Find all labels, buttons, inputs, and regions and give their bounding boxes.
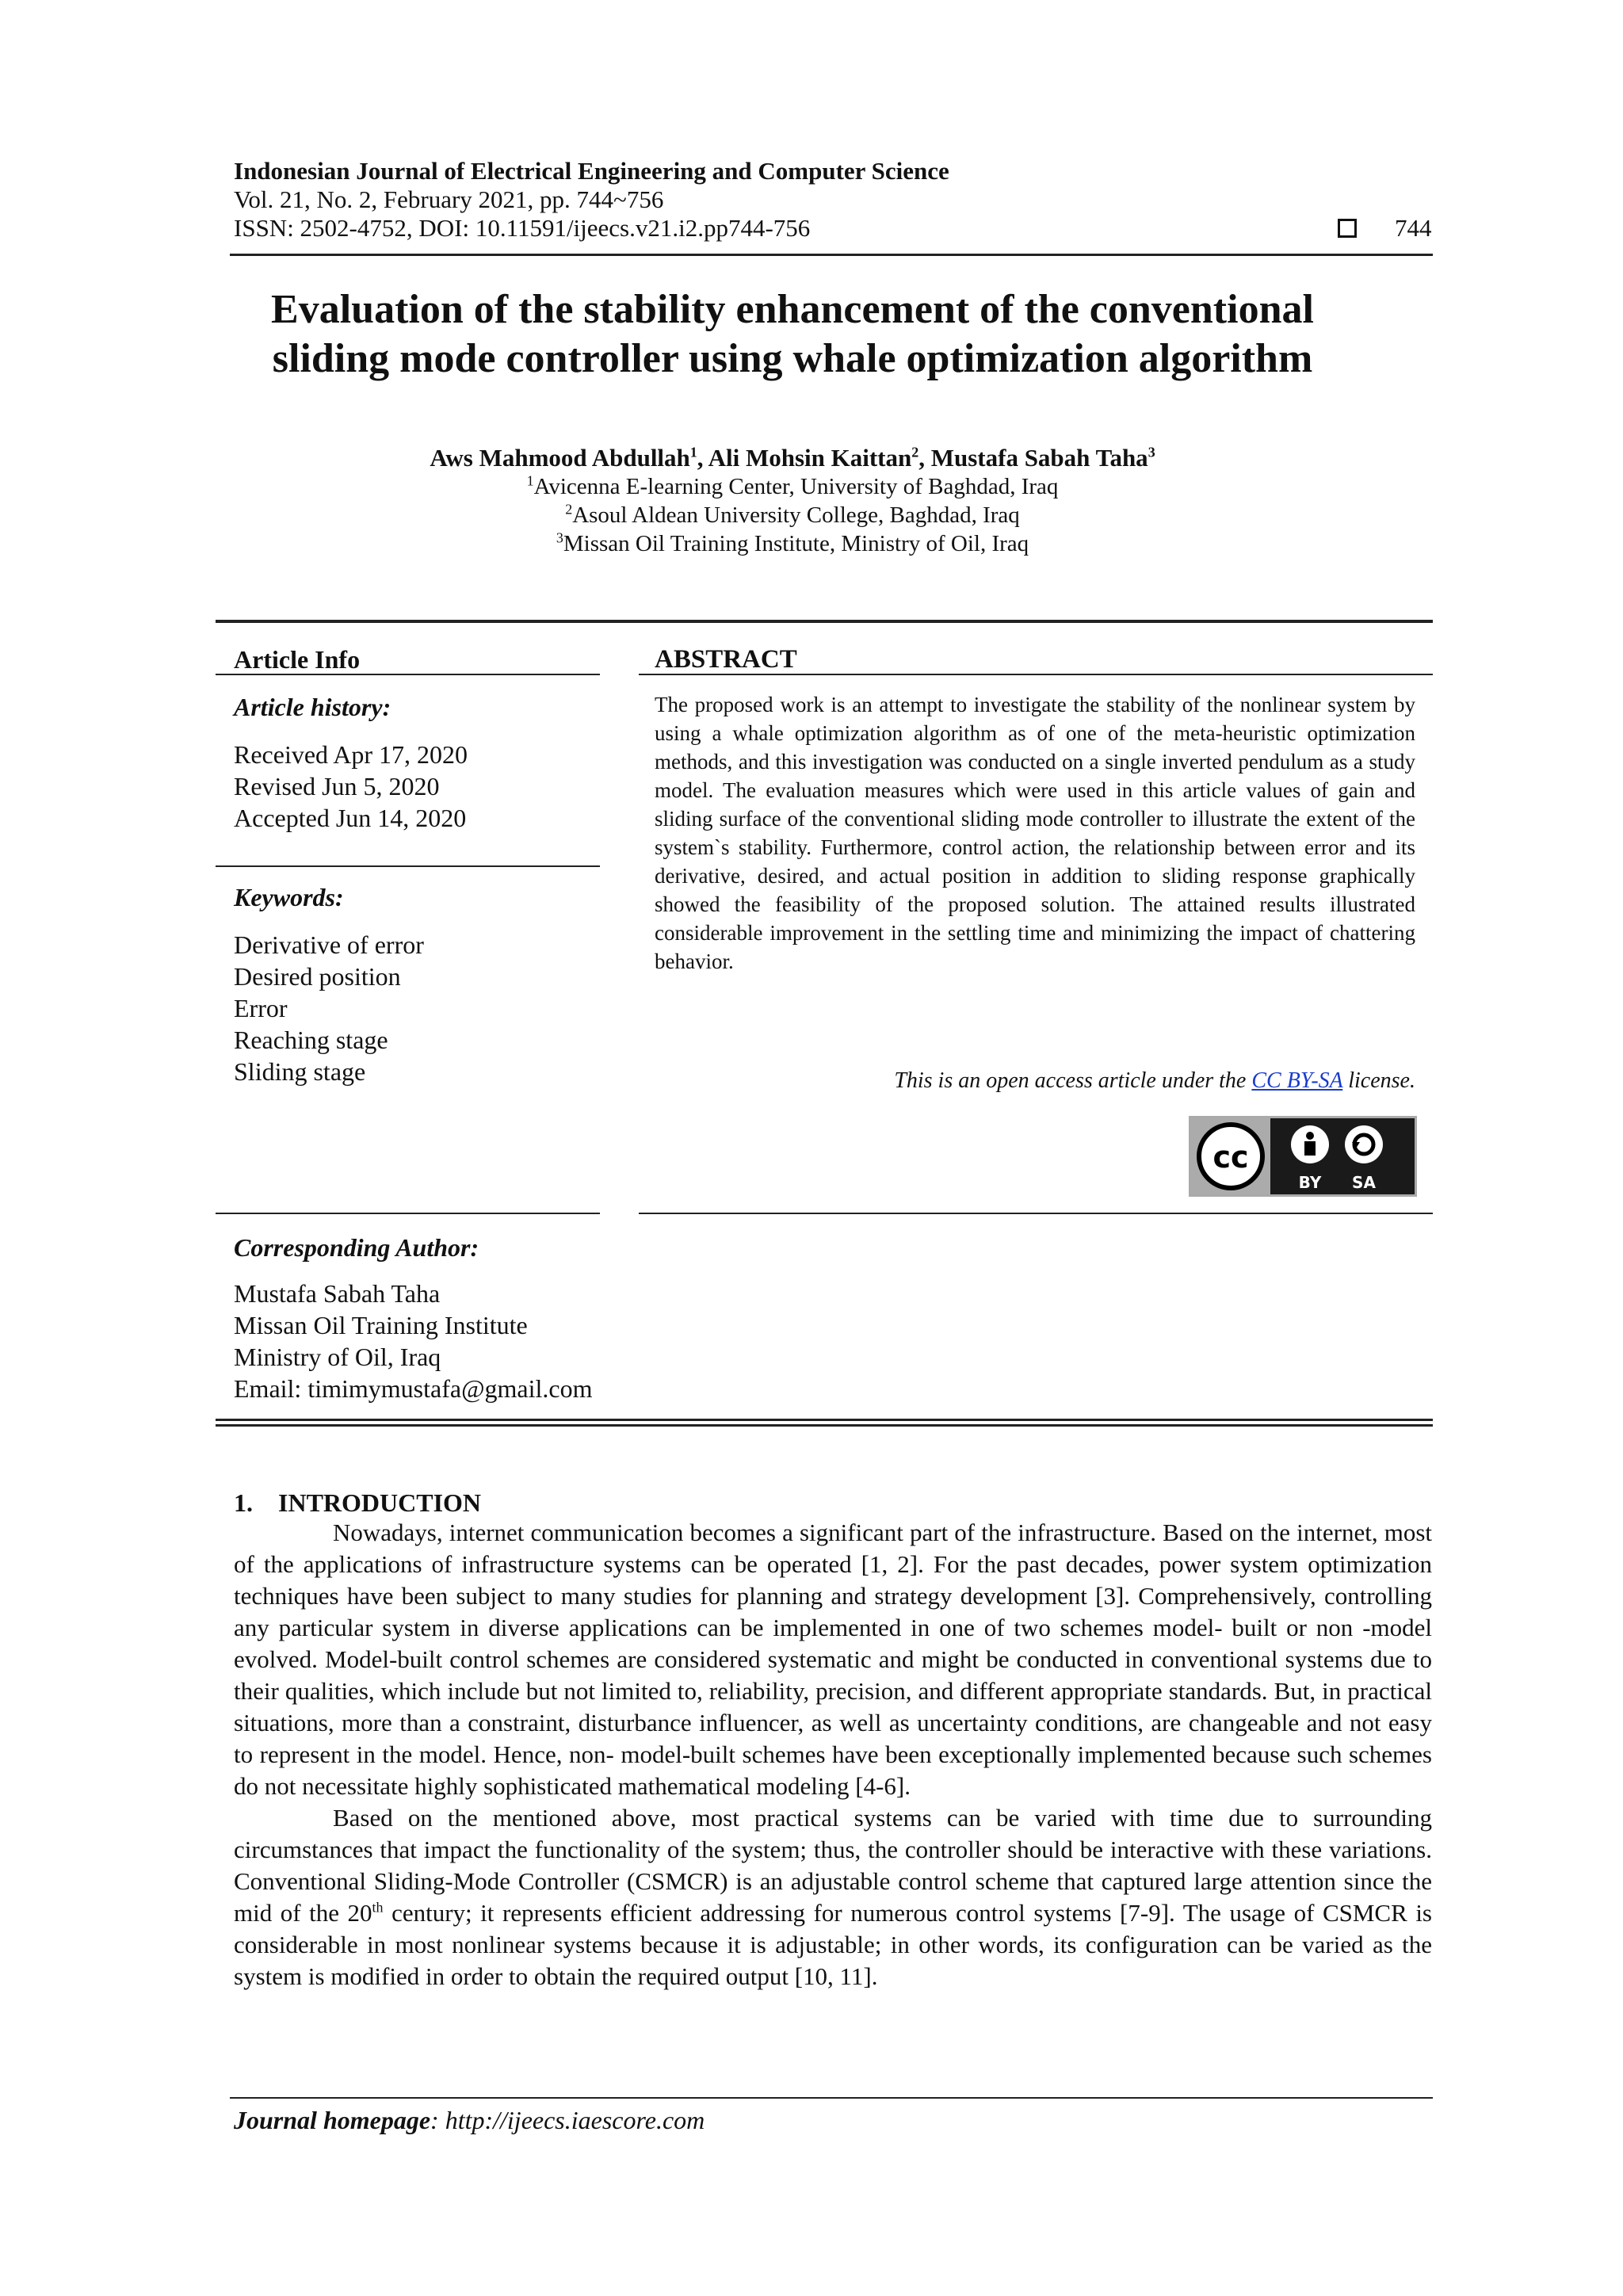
info-box-bottom-rule [216,1419,1433,1421]
volume-info: Vol. 21, No. 2, February 2021, pp. 744~756 [234,185,664,213]
affiliation-text: Missan Oil Training Institute, Ministry of Oil, Iraq [563,531,1029,556]
license-prefix: This is an open access article under the [894,1068,1252,1093]
intro-paragraph-1: Nowadays, internet communication becomes a significant part of the infrastructure. Based on the internet, most of the applications of infrastructure systems can be operated [1, 2]. For the past decades, power system optimization techniques have been subject to many studies for planning and strategy development [3]. Comprehensively, controlling any particular system in diverse applications can be implemented in one of two schemes model- built or non -model evolved. Model-built control schemes are considered systematic and might be conducted in conventional systems due to their qualities, which include but not limited to, reliability, precision, and different appropriate standards. But, in practical situations, more than a constraint, disturbance influencer, as well as uncertainty conditions, are changeable and not easy to represent in the model. Hence, non- model-built schemes have been exceptionally implemented because such schemes do not necessitate highly sophisticated mathematical modeling [4-6]. [234,1519,1432,1800]
corresponding-institution: Missan Oil Training Institute [234,1311,528,1339]
affiliation-sup: 1 [526,472,534,489]
history-rule [216,865,600,867]
affiliation-sup: 3 [556,529,563,546]
by-badge-label: BY [1298,1173,1322,1192]
keyword-item: Desired position [234,962,401,991]
intro-paragraph-2 [234,1802,1432,1992]
abstract-rule [639,674,1433,675]
journal-name: Indonesian Journal of Electrical Engineering and Computer Science [234,157,949,185]
introduction-heading: 1. INTRODUCTION [234,1488,482,1517]
title-line-1: Evaluation of the stability enhancement of the conventional [271,287,1314,332]
square-bullet-icon [1338,219,1357,238]
corresponding-rule [216,1213,600,1214]
issn-doi: ISSN: 2502-4752, DOI: 10.11591/ijeecs.v21.i2.pp744-756 [234,214,811,242]
homepage-label: Journal homepage [234,2106,431,2134]
info-box-top-rule [216,620,1433,623]
author-name: Mustafa Sabah Taha [930,444,1148,472]
cc-badge-graphic [1191,1118,1415,1194]
author-sup: 2 [911,444,919,460]
affiliation-2 [198,501,1387,529]
keyword-item: Sliding stage [234,1057,366,1086]
footer-rule [230,2097,1433,2099]
author-list [198,442,1387,474]
abstract-heading: ABSTRACT [655,645,797,674]
cc-by-sa-badge[interactable] [1189,1116,1417,1197]
corresponding-email: Email: timimymustafa@gmail.com [234,1374,593,1403]
journal-homepage [234,2104,705,2136]
intro-p2-sup: th [372,1899,384,1916]
introduction-body [234,1517,1432,1992]
homepage-url[interactable]: : http://ijeecs.iaescore.com [430,2106,705,2134]
license-statement [655,1067,1415,1095]
keyword-item: Error [234,994,288,1022]
title-line-2: sliding mode controller using whale optimization algorithm [272,336,1313,381]
sa-share-icon [1345,1125,1383,1163]
intro-p2-text-b: century; it represents efficient addressing for numerous control systems [7-9]. The usage of CSMCR is considerable in most nonlinear systems because it is adjustable; in other words, its configuration can be varied as the system is modified in order to obtain the required output [10, 11]. [234,1899,1432,1990]
keyword-item: Reaching stage [234,1026,388,1054]
accepted-date: Accepted Jun 14, 2020 [234,804,467,832]
sa-badge-label: SA [1352,1173,1376,1192]
affiliation-text: Asoul Aldean University College, Baghdad, Iraq [572,502,1020,528]
header-rule [230,254,1433,256]
author-sup: 3 [1148,444,1155,460]
corresponding-org: Ministry of Oil, Iraq [234,1343,441,1371]
paper-title [198,285,1387,384]
corresponding-heading: Corresponding Author: [234,1233,479,1262]
page-number: 744 [1395,214,1432,242]
affiliation-sup: 2 [565,501,573,518]
abstract-bottom-rule [639,1213,1433,1214]
article-history-heading: Article history: [234,693,391,721]
license-link[interactable]: CC BY-SA [1251,1068,1343,1093]
author-sup: 1 [689,444,697,460]
affiliation-text: Avicenna E-learning Center, University of Baghdad, Iraq [533,474,1059,499]
intro-p2-text-a: Based on the mentioned above, most practical systems can be varied with time due to surrounding circumstances that impact the functionality of the system; thus, the controller should be interactive with these variations. Conventional Sliding-Mode Controller (CSMCR) is an adjustable control scheme that captured large attention since the mid of the 20 [234,1804,1432,1927]
received-date: Received Apr 17, 2020 [234,740,468,769]
keyword-item: Derivative of error [234,930,424,959]
info-box-bottom-rule-2 [216,1424,1433,1427]
article-info-rule [216,674,600,675]
abstract-text: The proposed work is an attempt to investigate the stability of the nonlinear system by using a whale optimization algorithm as of one of the meta-heuristic optimization methods, and this investigation was conducted on a single inverted pendulum as a study model. The evaluation measures which were used in this article values of gain and sliding surface of the conventional sliding mode controller to illustrate the extent of the system`s stability. Furthermore, control action, the relationship between error and its derivative, desired, and actual position in addition to sliding response graphically showed the feasibility of the proposed solution. The attained results illustrated considerable improvement in the settling time and minimizing the impact of chattering behavior. [655,693,1415,973]
affiliation-3 [198,529,1387,558]
corresponding-name: Mustafa Sabah Taha [234,1279,441,1308]
cc-badge-label: cc [1212,1140,1249,1175]
keywords-heading: Keywords: [234,883,344,911]
article-info-heading: Article Info [234,645,361,674]
affiliation-1 [198,472,1387,501]
author-separator: , [918,444,931,472]
license-suffix: license. [1342,1068,1415,1093]
revised-date: Revised Jun 5, 2020 [234,772,440,800]
author-separator: , [697,444,708,472]
author-name: Ali Mohsin Kaittan [708,444,912,472]
author-name: Aws Mahmood Abdullah [430,444,690,472]
